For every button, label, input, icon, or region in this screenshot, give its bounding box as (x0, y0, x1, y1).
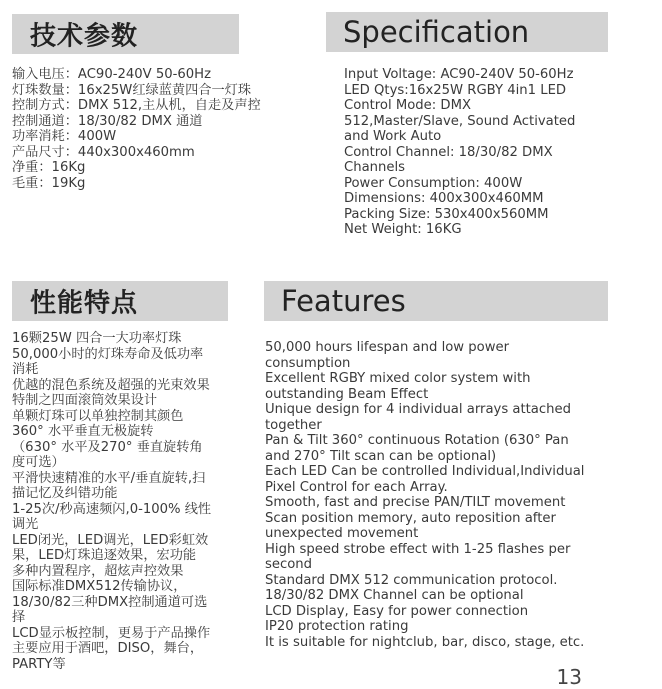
spec-cn-line: 产品尺寸：440x300x460mm (12, 144, 195, 160)
features-en-line: LCD Display, Easy for power connection (265, 603, 529, 619)
spec-cn-line: 控制通道：18/30/82 DMX 通道 (12, 113, 203, 129)
features-en-header (264, 281, 608, 321)
features-en-line: and 270° Tilt scan can be optional) (265, 448, 497, 464)
features-cn-line: 优越的混色系统及超强的光束效果 (12, 377, 210, 393)
spec-en-line: Net Weight: 16KG (344, 222, 462, 237)
features-en-line: outstanding Beam Effect (265, 386, 429, 402)
features-en-line: Excellent RGBY mixed color system with (265, 371, 531, 386)
spec-en-line: 512,Master/Slave, Sound Activated (344, 113, 576, 129)
features-cn-line: 果，LED灯珠追逐效果，宏功能 (12, 548, 197, 563)
features-cn-line: 特制之四面滚筒效果设计 (12, 393, 158, 408)
spec-en-line: Dimensions: 400x300x460MM (344, 191, 544, 206)
features-en-line: Unique design for 4 individual arrays attached (265, 402, 571, 417)
spec-cn-line: 毛重：19Kg (12, 175, 86, 191)
features-cn-header (12, 281, 228, 321)
features-cn-line: 择 (12, 610, 26, 625)
features-en-line: second (265, 557, 313, 572)
features-cn-line: 调光 (12, 517, 39, 532)
features-cn-list (12, 331, 211, 672)
features-cn-line: 描记忆及纠错功能 (12, 486, 118, 501)
features-en-line: Pan & Tilt 360° continuous Rotation (630° Pan (265, 433, 569, 448)
features-en-line: together (265, 417, 322, 433)
features-cn-line: LCD显示板控制，更易于产品操作 (12, 625, 211, 641)
features-cn-line: 单颗灯珠可以单独控制其颜色 (12, 408, 184, 424)
features-en-title: Features (281, 284, 406, 318)
spec-en-line: Power Consumption: 400W (344, 175, 523, 191)
features-cn-line: 多种内置程序，超炫声控效果 (12, 563, 184, 579)
features-en-line: Standard DMX 512 communication protocol. (265, 572, 558, 588)
spec-en-header (326, 12, 608, 52)
spec-en-line: Control Mode: DMX (344, 98, 471, 113)
spec-cn-line: 控制方式：DMX 512,主从机，自走及声控 (12, 98, 261, 113)
features-cn-line: 主要应用于酒吧，DISO，舞台， (12, 641, 204, 656)
spec-cn-line: 功率消耗：400W (12, 129, 117, 144)
spec-cn-title: 技术参数 (30, 21, 139, 52)
features-cn-line: 度可选） (12, 455, 65, 470)
features-cn-line: 360° 水平垂直无极旋转 (12, 424, 154, 439)
features-cn-line: LED闭光，LED调光，LED彩虹效 (12, 532, 209, 548)
spec-cn-list (12, 67, 261, 191)
features-en-line: unexpected movement (265, 526, 419, 541)
spec-cn-line: 输入电压：AC90-240V 50-60Hz (12, 67, 212, 82)
features-cn-line: PARTY等 (12, 656, 66, 672)
features-en-line: Scan position memory, auto reposition after (265, 510, 556, 526)
features-en-line: Smooth, fast and precise PAN/TILT movement (265, 495, 566, 510)
spec-en-line: LED Qtys:16x25W RGBY 4in1 LED (344, 82, 567, 98)
spec-cn-line: 灯珠数量：16x25W红绿蓝黄四合一灯珠 (12, 82, 252, 98)
spec-cn-header (12, 14, 239, 54)
features-cn-line: （630° 水平及270° 垂直旋转角 (12, 439, 203, 455)
features-en-line: High speed strobe effect with 1-25 flashes per (265, 541, 571, 557)
features-en-list (265, 340, 584, 650)
features-cn-line: 18/30/82三种DMX控制通道可选 (12, 594, 208, 610)
spec-en-line: Control Channel: 18/30/82 DMX (344, 144, 553, 160)
spec-en-line: and Work Auto (344, 129, 442, 144)
features-cn-line: 16颗25W 四合一大功率灯珠 (12, 331, 182, 346)
features-en-line: Pixel Control for each Array. (265, 479, 448, 495)
spec-en-line: Packing Size: 530x400x560MM (344, 206, 549, 222)
spec-en-title: Specification (343, 15, 530, 49)
page-number: 13 (556, 665, 582, 689)
spec-en-line: Channels (344, 160, 406, 175)
spec-en-list (344, 67, 575, 238)
features-en-line: consumption (265, 355, 351, 371)
features-cn-line: 消耗 (12, 362, 39, 377)
features-cn-line: 平滑快速精准的水平/垂直旋转,扫 (12, 470, 206, 486)
features-en-line: Each LED Can be controlled Individual,Individual (265, 464, 585, 479)
features-cn-line: 1-25次/秒高速频闪,0-100% 线性 (12, 501, 212, 517)
features-en-line: It is suitable for nightclub, bar, disco, stage, etc. (265, 634, 585, 650)
spec-cn-line: 净重：16Kg (12, 160, 86, 175)
features-cn-line: 50,000小时的灯珠寿命及低功率 (12, 346, 204, 362)
spec-en-line: Input Voltage: AC90-240V 50-60Hz (344, 67, 574, 82)
features-en-line: 18/30/82 DMX Channel can be optional (265, 588, 524, 603)
features-en-line: IP20 protection rating (265, 619, 409, 634)
features-cn-title: 性能特点 (30, 288, 139, 319)
features-en-line: 50,000 hours lifespan and low power (265, 340, 510, 355)
features-cn-line: 国际标准DMX512传输协议， (12, 579, 187, 594)
